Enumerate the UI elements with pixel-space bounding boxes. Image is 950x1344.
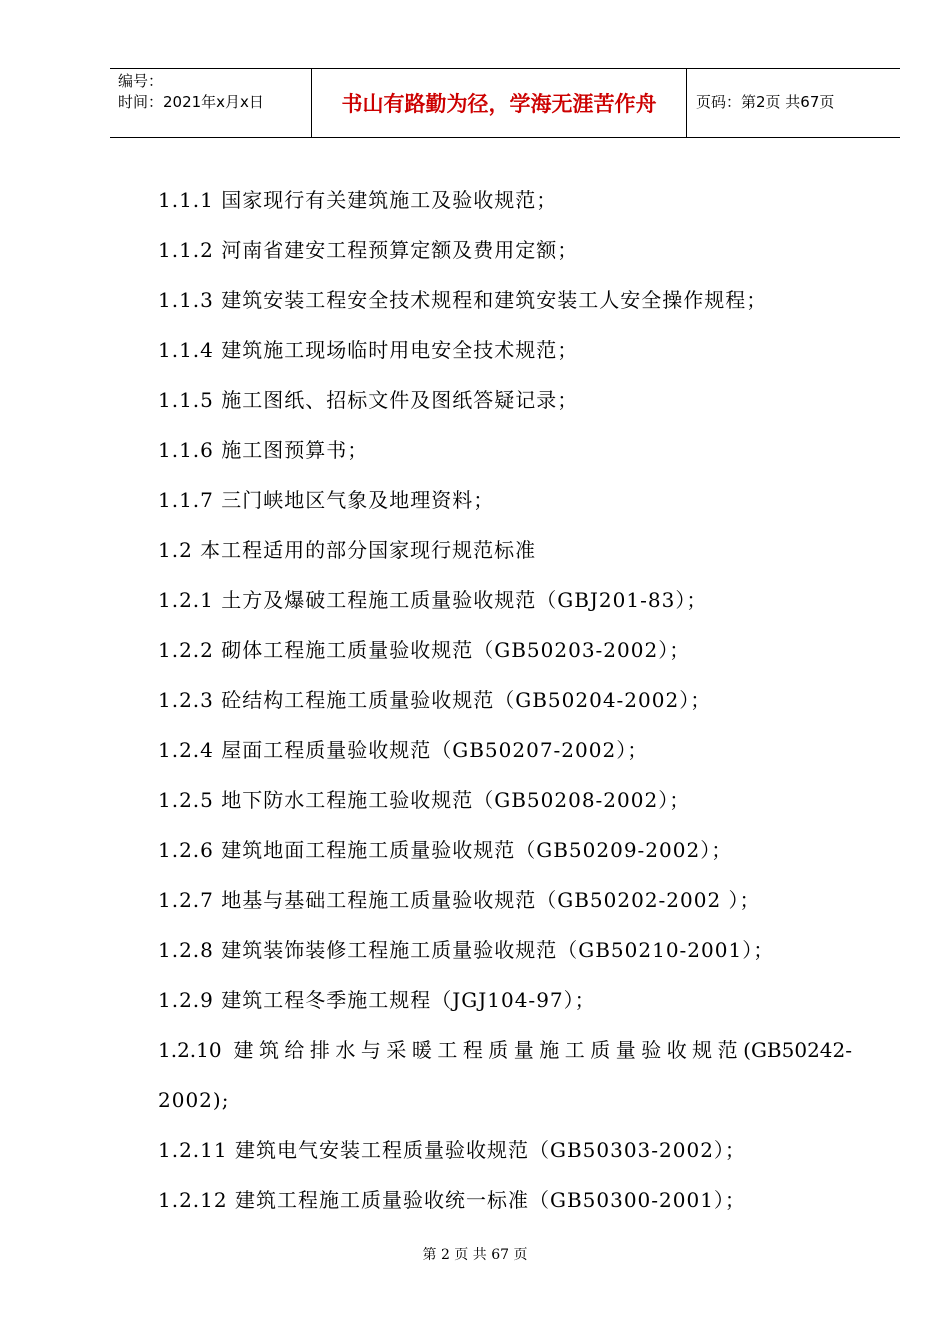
list-item: 1.1.3 建筑安装工程安全技术规程和建筑安装工人安全操作规程； [158, 288, 768, 312]
list-item: 1.1.5 施工图纸、招标文件及图纸答疑记录； [158, 388, 579, 412]
page-header [110, 68, 900, 138]
list-item: 1.2.12 建筑工程施工质量验收统一标准（GB50300-2001）； [158, 1188, 746, 1212]
list-item: 1.2.9 建筑工程冬季施工规程（JGJ104-97）； [158, 988, 596, 1012]
list-item: 1.1.6 施工图预算书； [158, 438, 369, 462]
list-item: 1.2.2 砌体工程施工质量验收规范（GB50203-2002）； [158, 638, 691, 662]
list-item-continuation: 2002); [158, 1088, 230, 1112]
document-body [158, 175, 858, 1225]
list-item: 1.2.10 建筑给排水与采暖工程质量施工质量验收规范(GB50242- [158, 1038, 852, 1062]
header-page-info: 页码：第2页 共67页 [696, 93, 835, 111]
list-item: 1.1.7 三门峡地区气象及地理资料； [158, 488, 495, 512]
list-item: 1.1.2 河南省建安工程预算定额及费用定额； [158, 238, 579, 262]
header-divider [686, 69, 687, 137]
header-motto: 书山有路勤为径，学海无涯苦作舟 [341, 92, 657, 116]
list-item: 1.2.5 地下防水工程施工验收规范（GB50208-2002）； [158, 788, 691, 812]
list-item: 1.2.8 建筑装饰装修工程施工质量验收规范（GB50210-2001）； [158, 938, 775, 962]
list-item: 1.2.7 地基与基础工程施工质量验收规范（GB50202-2002 ）； [158, 888, 761, 912]
list-item: 1.2.1 土方及爆破工程施工质量验收规范（GBJ201-83）； [158, 588, 708, 612]
section-heading: 1.2 本工程适用的部分国家现行规范标准 [158, 538, 537, 562]
document-number-label: 编号： [118, 72, 164, 90]
list-item: 1.2.4 屋面工程质量验收规范（GB50207-2002）； [158, 738, 649, 762]
list-item: 1.1.1 国家现行有关建筑施工及验收规范； [158, 188, 558, 212]
list-item: 1.2.3 砼结构工程施工质量验收规范（GB50204-2002）； [158, 688, 712, 712]
document-date: 时间：2021年x月x日 [118, 93, 264, 111]
list-item: 1.2.6 建筑地面工程施工质量验收规范（GB50209-2002）； [158, 838, 733, 862]
list-item: 1.1.4 建筑施工现场临时用电安全技术规范； [158, 338, 579, 362]
page-footer: 第 2 页 共 67 页 [422, 1247, 528, 1263]
list-item: 1.2.11 建筑电气安装工程质量验收规范（GB50303-2002）； [158, 1138, 746, 1162]
